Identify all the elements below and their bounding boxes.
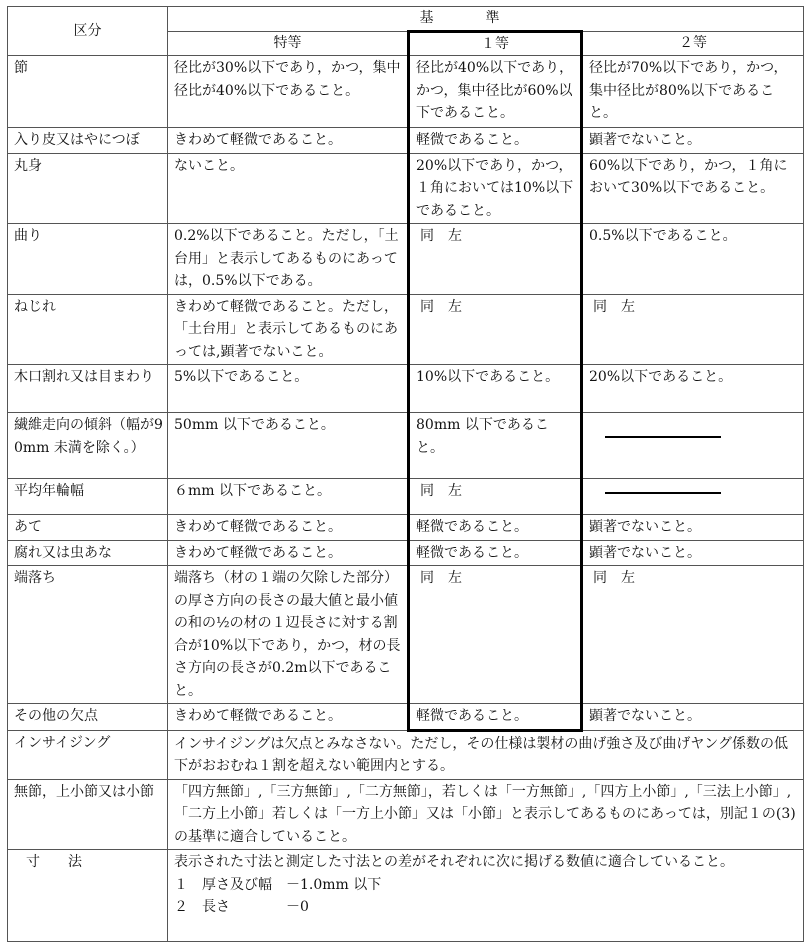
cell-ni: 径比が70%以下であり，かつ，集中径比が80%以下であること。 (582, 56, 804, 128)
cell-ni (582, 479, 804, 515)
cell-ni: 顕著でないこと。 (582, 540, 804, 566)
sunpo-line-2: ２ 長さ －0 (174, 899, 309, 915)
row-label: あて (8, 515, 168, 541)
header-grade-ichi: １等 (409, 31, 582, 56)
cell-ichi: 同 左 (409, 294, 582, 365)
table-row (8, 704, 804, 731)
table-row (8, 566, 804, 704)
cell-ni (582, 413, 804, 479)
cell-ichi: 軽微であること。 (409, 704, 582, 731)
cell-toku: 50mm 以下であること。 (168, 413, 409, 479)
header-grade-toku: 特等 (168, 31, 409, 56)
table-row (8, 56, 804, 128)
cell-ichi: 同 左 (409, 566, 582, 704)
cell-toku: 端落ち（材の１端の欠除した部分）の厚さ方向の長さの最大値と最小値の和の½の材の１辺長さに対する割合が10%以下であり，かつ，材の長さ方向の長さが0.2m以下であること。 (168, 566, 409, 704)
cell-ichi: 10%以下であること。 (409, 365, 582, 413)
row-label: 腐れ又は虫あな (8, 540, 168, 566)
cell-ichi: 軽微であること。 (409, 128, 582, 154)
row-label: ねじれ (8, 294, 168, 365)
cell-ichi: 20%以下であり，かつ，１角においては10%以下であること。 (409, 153, 582, 224)
cell-toku: 径比が30%以下であり，かつ，集中径比が40%以下であること。 (168, 56, 409, 128)
cell-toku: 5%以下であること。 (168, 365, 409, 413)
table-row (8, 294, 804, 365)
header-kijun: 基準 (168, 7, 804, 32)
grading-standards-table (7, 6, 804, 942)
cell-toku: きわめて軽微であること。 (168, 515, 409, 541)
cell-ni: 20%以下であること。 (582, 365, 804, 413)
row-label: 端落ち (8, 566, 168, 704)
not-applicable-dash (605, 436, 721, 438)
cell-toku: きわめて軽微であること。 (168, 540, 409, 566)
row-label: 繊維走向の傾斜（幅が90mm 未満を除く。） (8, 413, 168, 479)
row-label: インサイジング (8, 730, 168, 779)
table-row (8, 779, 804, 850)
cell-wide: 「四方無節」,「三方無節」,「二方無節」，若しくは「一方無節」,「四方上小節」,「三法上小節」,「二方上小節」若しくは「一方上小節」又は「小節」と表示してあるものにあっては，別記１の(3)の基準に適合していること。 (168, 779, 804, 850)
table-row (8, 365, 804, 413)
row-label: 無節，上小節又は小節 (8, 779, 168, 850)
row-label: 入り皮又はやにつぼ (8, 128, 168, 154)
row-label: 曲り (8, 224, 168, 295)
row-label: 寸 法 (8, 850, 168, 942)
table-row (8, 850, 804, 942)
cell-ni: 60%以下であり，かつ，１角において30%以下であること。 (582, 153, 804, 224)
row-label: 丸身 (8, 153, 168, 224)
table-row (8, 413, 804, 479)
cell-ni: 顕著でないこと。 (582, 515, 804, 541)
table-row (8, 730, 804, 779)
cell-wide: インサイジングは欠点とみなさない。ただし，その仕様は製材の曲げ強さ及び曲げヤング係数の低下がおおむね１割を超えない範囲内とする。 (168, 730, 804, 779)
not-applicable-dash (605, 492, 721, 494)
table-row (8, 224, 804, 295)
cell-ichi: 80mm 以下であること。 (409, 413, 582, 479)
cell-ni: 同 左 (582, 566, 804, 704)
cell-ni: 0.5%以下であること。 (582, 224, 804, 295)
cell-ni: 顕著でないこと。 (582, 128, 804, 154)
table-row (8, 479, 804, 515)
row-label: 節 (8, 56, 168, 128)
table-row (8, 515, 804, 541)
cell-toku: きわめて軽微であること。 (168, 128, 409, 154)
header-grade-ni: ２等 (582, 31, 804, 56)
sunpo-line-1: １ 厚さ及び幅 －1.0mm 以下 (174, 876, 382, 893)
cell-ichi: 軽微であること。 (409, 540, 582, 566)
cell-ichi: 同 左 (409, 224, 582, 295)
cell-ni: 同 左 (582, 294, 804, 365)
table-row (8, 128, 804, 154)
cell-ichi: 軽微であること。 (409, 515, 582, 541)
cell-sunpo (168, 850, 804, 942)
table-row (8, 540, 804, 566)
cell-toku: ないこと。 (168, 153, 409, 224)
row-label: 平均年輪幅 (8, 479, 168, 515)
sunpo-text: 表示された寸法と測定した寸法との差がそれぞれに次に掲げる数値に適合していること。 (174, 854, 734, 870)
cell-toku: きわめて軽微であること。ただし，「土台用」と表示してあるものにあっては,顕著でないこと。 (168, 294, 409, 365)
row-label: 木口割れ又は目まわり (8, 365, 168, 413)
header-kubun: 区分 (8, 7, 168, 56)
cell-ni: 顕著でないこと。 (582, 704, 804, 731)
cell-toku: きわめて軽微であること。 (168, 704, 409, 731)
cell-toku: ６mm 以下であること。 (168, 479, 409, 515)
table-row (8, 153, 804, 224)
cell-ichi: 同 左 (409, 479, 582, 515)
cell-toku: 0.2%以下であること。ただし，「土台用」と表示してあるものにあっては，0.5%以下である。 (168, 224, 409, 295)
row-label: その他の欠点 (8, 704, 168, 731)
cell-ichi: 径比が40%以下であり，かつ，集中径比が60%以下であること。 (409, 56, 582, 128)
